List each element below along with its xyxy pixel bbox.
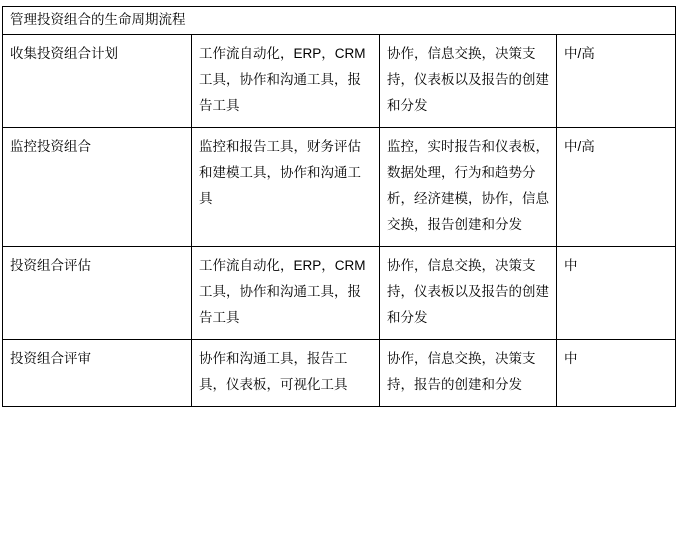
lifecycle-process-table <box>2 6 676 407</box>
document-page <box>0 6 688 549</box>
row-level-cell <box>557 247 676 340</box>
row-phase-cell <box>3 35 192 128</box>
level-text: 中 <box>564 258 578 273</box>
row-capabilities-cell <box>380 128 557 247</box>
tools-text: 工作流自动化，ERP，CRM工具，协作和沟通工具，报告工具 <box>199 46 366 113</box>
level-text: 中/高 <box>564 139 595 154</box>
row-tools-cell <box>192 128 380 247</box>
row-level-cell <box>557 128 676 247</box>
capabilities-text: 监控，实时报告和仪表板，数据处理，行为和趋势分析，经济建模，协作，信息交换，报告创建和分发 <box>387 139 549 232</box>
phase-text: 收集投资组合计划 <box>10 46 118 61</box>
tools-text: 工作流自动化，ERP，CRM工具，协作和沟通工具，报告工具 <box>199 258 366 325</box>
row-phase-cell <box>3 340 192 407</box>
capabilities-text: 协作，信息交换，决策支持，仪表板以及报告的创建和分发 <box>387 46 549 113</box>
row-phase-cell <box>3 128 192 247</box>
capabilities-text: 协作，信息交换，决策支持，仪表板以及报告的创建和分发 <box>387 258 549 325</box>
row-tools-cell <box>192 247 380 340</box>
table-title-cell <box>3 7 676 35</box>
row-level-cell <box>557 340 676 407</box>
row-tools-cell <box>192 35 380 128</box>
table-row <box>3 128 676 247</box>
table-row <box>3 247 676 340</box>
tools-text: 监控和报告工具，财务评估和建模工具，协作和沟通工具 <box>199 139 361 206</box>
level-text: 中/高 <box>564 46 595 61</box>
row-tools-cell <box>192 340 380 407</box>
table-title-text: 管理投资组合的生命周期流程 <box>10 12 186 27</box>
row-level-cell <box>557 35 676 128</box>
phase-text: 投资组合评估 <box>10 258 91 273</box>
phase-text: 投资组合评审 <box>10 351 91 366</box>
row-phase-cell <box>3 247 192 340</box>
row-capabilities-cell <box>380 35 557 128</box>
phase-text: 监控投资组合 <box>10 139 91 154</box>
tools-text: 协作和沟通工具，报告工具，仪表板，可视化工具 <box>199 351 348 392</box>
table-title-row <box>3 7 676 35</box>
table-row <box>3 340 676 407</box>
row-capabilities-cell <box>380 340 557 407</box>
row-capabilities-cell <box>380 247 557 340</box>
table-row <box>3 35 676 128</box>
level-text: 中 <box>564 351 578 366</box>
capabilities-text: 协作，信息交换，决策支持，报告的创建和分发 <box>387 351 536 392</box>
